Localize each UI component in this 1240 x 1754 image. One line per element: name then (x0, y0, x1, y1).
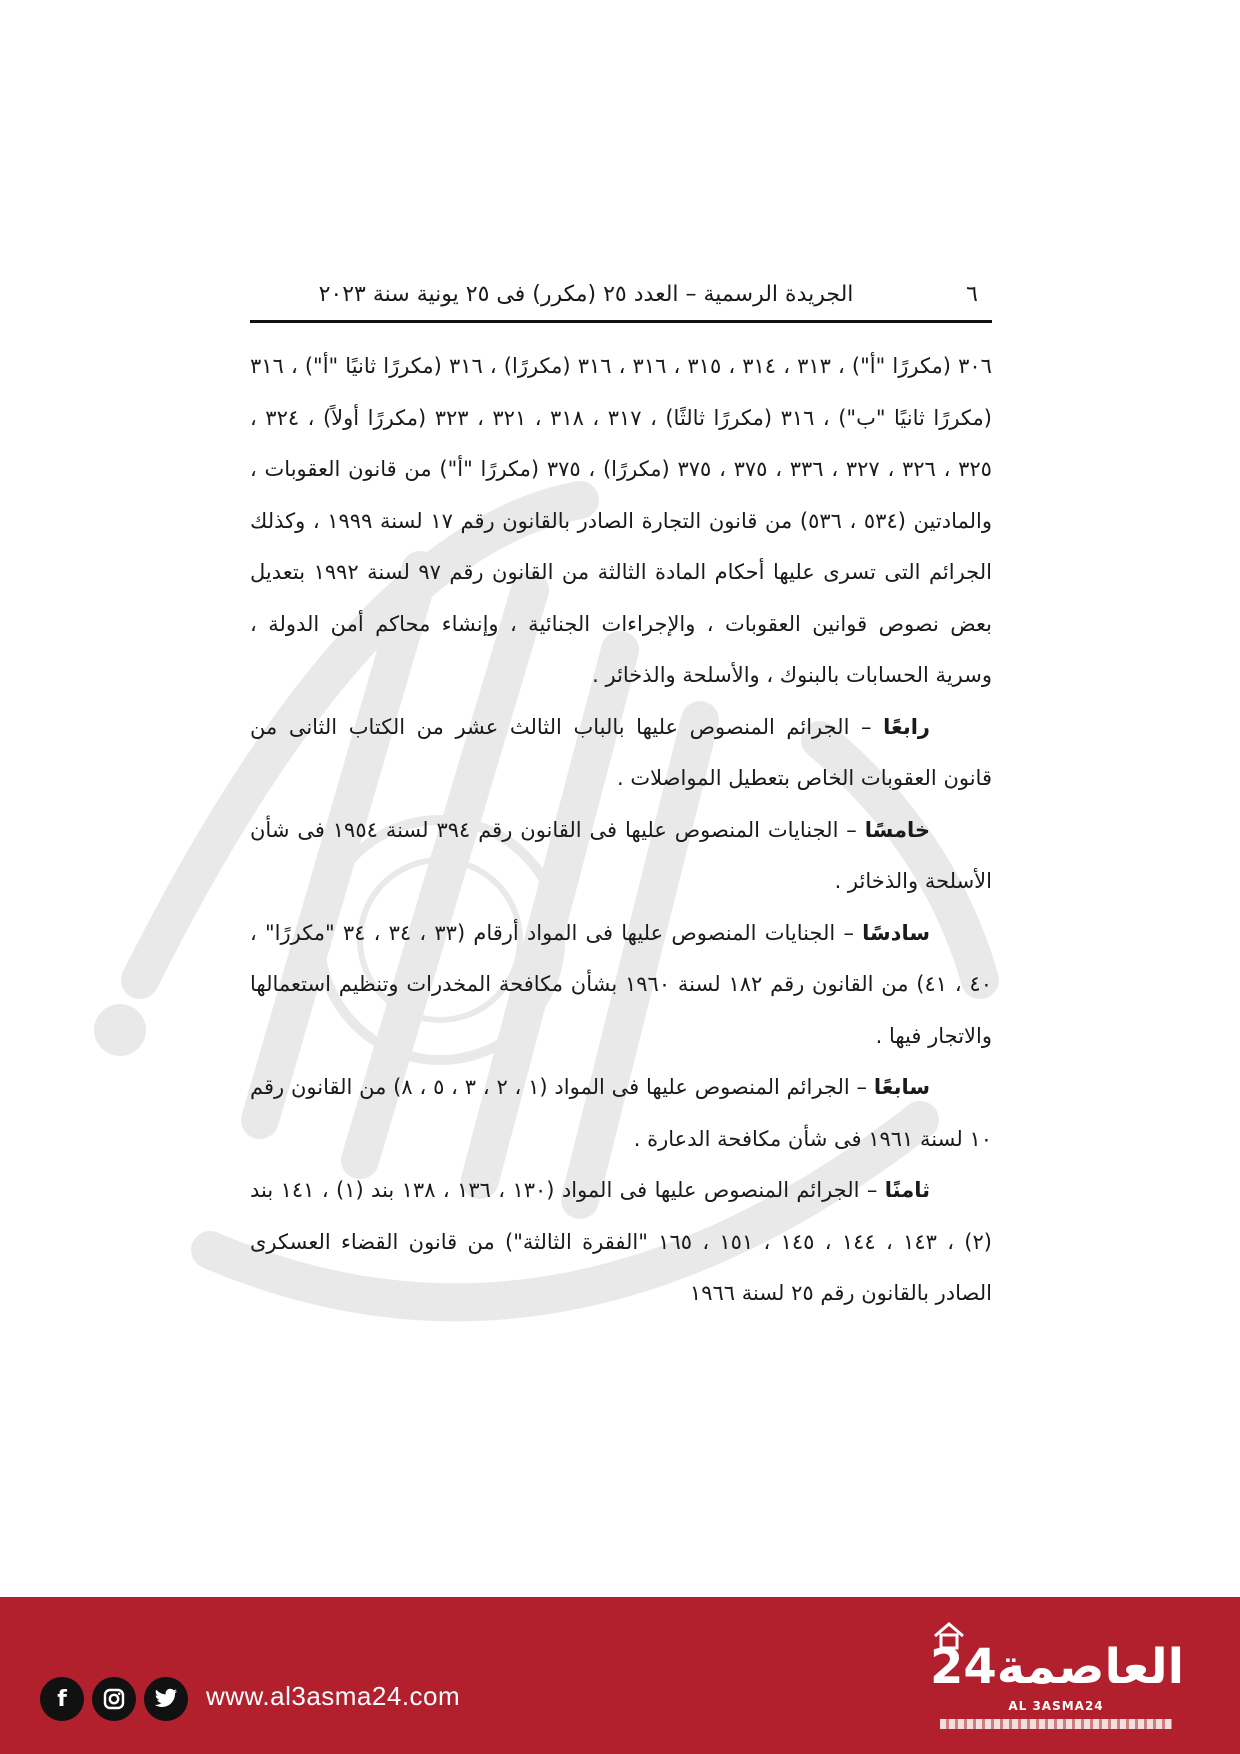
instagram-icon[interactable] (92, 1677, 136, 1721)
website-link[interactable]: www.al3asma24.com (206, 1681, 461, 1711)
list-item (250, 1062, 992, 1165)
item-label: رابعًا (883, 714, 930, 739)
item-text: – الجرائم المنصوص عليها بالباب الثالث عشر من الكتاب الثانى من قانون العقوبات الخاص بتعطيل المواصلات . (250, 714, 992, 790)
item-text: – الجرائم المنصوص عليها فى المواد (١ ، ٢ ، ٣ ، ٥ ، ٨) من القانون رقم ١٠ لسنة ١٩٦١ فى شأن مكافحة الدعارة . (250, 1075, 992, 1151)
list-item (250, 702, 992, 805)
item-label: خامسًا (864, 817, 930, 842)
list-item (250, 908, 992, 1063)
footer-banner (0, 1597, 1240, 1754)
social-links (40, 1677, 188, 1721)
logo-divider (940, 1719, 1172, 1729)
item-label: ثامنًا (884, 1178, 930, 1202)
document-body (250, 341, 992, 1320)
twitter-icon[interactable] (144, 1677, 188, 1721)
gazette-title: الجريدة الرسمية – العدد ٢٥ (مكرر) فى ٢٥ يونية سنة ٢٠٢٣ (318, 282, 854, 307)
intro-paragraph: ٣٠٦ (مكررًا "أ") ، ٣١٣ ، ٣١٤ ، ٣١٥ ، ٣١٦ ، ٣١٦ (مكررًا) ، ٣١٦ (مكررًا ثانيًا "أ") ، ٣١٦ (مكررًا ثانيًا "ب") ، ٣١٦ (مكررًا ثالثًا) ، ٣١٧ ، ٣١٨ ، ٣٢١ ، ٣٢٣ (مكررًا أولاً) ، ٣٢٤ ، ٣٢٥ ، ٣٢٦ ، ٣٢٧ ، ٣٣٦ ، ٣٧٥ ، ٣٧٥ (مكررًا) ، ٣٧٥ (مكررًا "أ") من قانون العقوبات ، والمادتين (٥٣٤ ، ٥٣٦) من قانون التجارة الصادر بالقانون رقم ١٧ لسنة ١٩٩٩ ، وكذلك الجرائم التى تسرى عليها أحكام المادة الثالثة من القانون رقم ٩٧ لسنة ١٩٩٢ بتعديل بعض نصوص قوانين العقوبات ، والإجراءات الجنائية ، وإنشاء محاكم أمن الدولة ، وسرية الحسابات بالبنوك ، والأسلحة والذخائر . (250, 354, 992, 687)
item-text: – الجنايات المنصوص عليها فى المواد أرقام (٣٣ ، ٣٤ ، ٣٤ "مكررًا" ، ٤٠ ، ٤١) من القانون رقم ١٨٢ لسنة ١٩٦٠ بشأن مكافحة المخدرات وتنظيم استعمالها والاتجار فيها . (250, 920, 992, 1048)
item-text: – الجنايات المنصوص عليها فى القانون رقم ٣٩٤ لسنة ١٩٥٤ فى شأن الأسلحة والذخائر . (250, 817, 992, 893)
brand-logo (930, 1619, 1185, 1745)
facebook-icon[interactable]: f (40, 1677, 84, 1721)
item-text: – الجرائم المنصوص عليها فى المواد (١٣٠ ، ١٣٦ ، ١٣٨ بند (١) ، ١٤١ بند (٢) ، ١٤٣ ، ١٤٤ ، ١٤٥ ، ١٥١ ، ١٦٥ "الفقرة الثالثة") من قانون القضاء العسكرى الصادر بالقانون رقم ٢٥ لسنة ١٩٦٦ (250, 1178, 992, 1305)
item-label: سابعًا (873, 1075, 930, 1099)
page-number: ٦ (966, 282, 978, 307)
document-page (250, 280, 992, 1320)
list-item (250, 805, 992, 908)
running-header (250, 280, 992, 323)
list-item (250, 1165, 992, 1320)
item-label: سادسًا (862, 920, 930, 945)
logo-wordmark: العاصمة24 (930, 1639, 1185, 1695)
logo-subtext: AL 3ASMA24 (1008, 1699, 1104, 1713)
